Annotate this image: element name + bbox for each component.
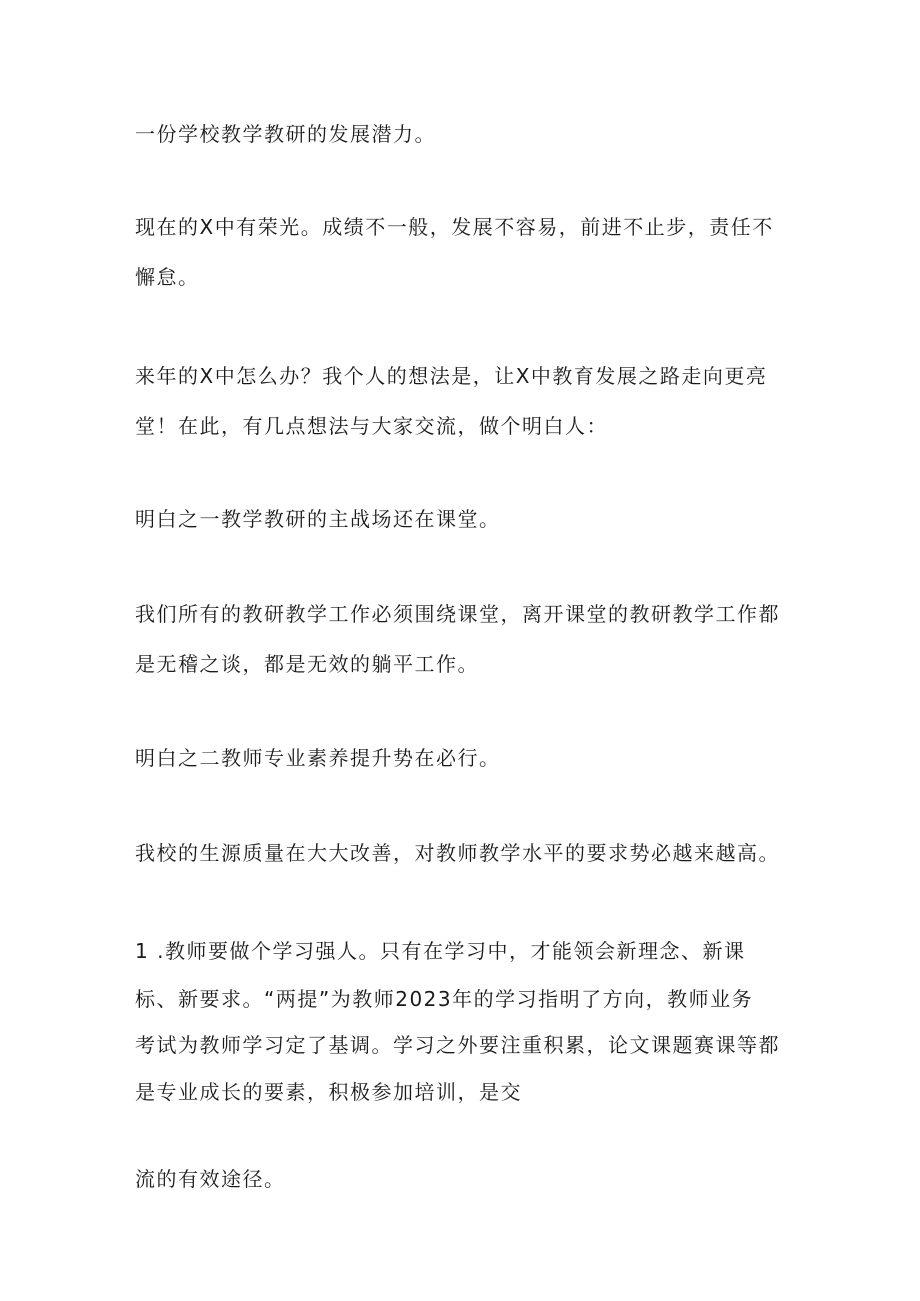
text-line: 懈怠。: [135, 265, 200, 289]
text-line: 是无稽之谈，都是无效的躺平工作。: [135, 652, 479, 676]
text-line: 明白之二教师专业素养提升势在必行。: [135, 746, 501, 770]
text-line: 一份学校教学教研的发展潜力。: [135, 122, 436, 146]
text-line: 流的有效途径。: [135, 1167, 286, 1191]
text-line: 标、新要求。“两提”为教师2023年的学习指明了方向，教师业务: [135, 987, 754, 1011]
text-line: 现在的X中有荣光。成绩不一般，发展不容易，前进不止步，责任不: [135, 215, 774, 239]
text-line: 1 .教师要做个学习强人。只有在学习中，才能领会新理念、新课: [135, 939, 746, 963]
text-line: 我们所有的教研教学工作必须围绕课堂，离开课堂的教研教学工作都: [135, 602, 780, 626]
text-line: 是专业成长的要素，积极参加培训，是交: [135, 1080, 522, 1104]
text-line: 明白之一教学教研的主战场还在课堂。: [135, 507, 501, 531]
text-line: 考试为教师学习定了基调。学习之外要注重积累，论文课题赛课等都: [135, 1033, 780, 1057]
text-line: 堂！在此，有几点想法与大家交流，做个明白人：: [135, 414, 608, 438]
text-line: 我校的生源质量在大大改善，对教师教学水平的要求势必越来越高。: [135, 841, 780, 865]
text-line: 来年的X中怎么办？我个人的想法是，让X中教育发展之路走向更亮: [135, 364, 768, 388]
